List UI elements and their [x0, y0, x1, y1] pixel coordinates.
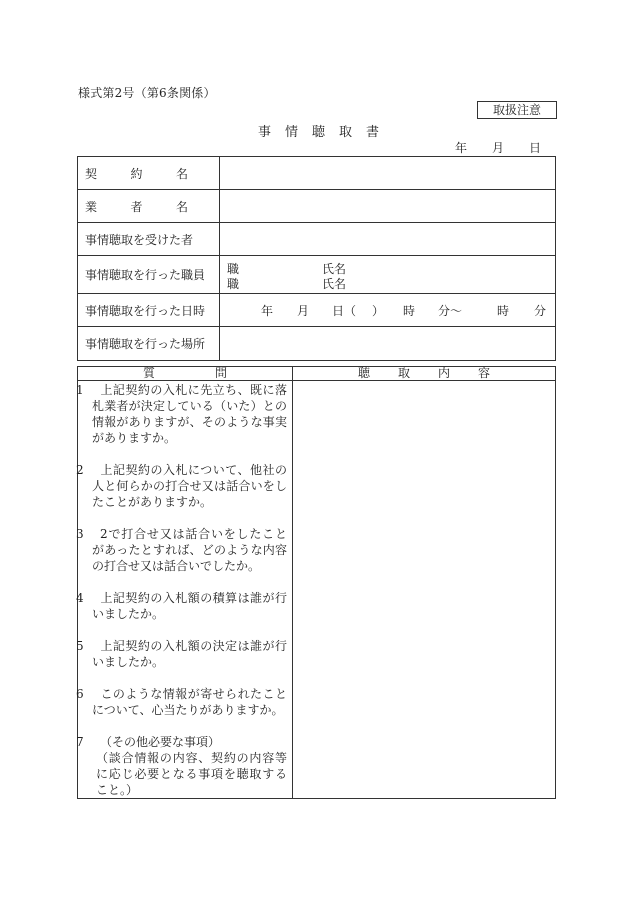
place-row: [78, 327, 556, 361]
datetime-part: 月: [297, 304, 310, 318]
datetime-row: [78, 294, 556, 327]
vendor-row: [78, 190, 556, 223]
datetime-part: 年: [261, 304, 274, 318]
datetime-part: ）: [372, 304, 385, 318]
answer-column[interactable]: [293, 381, 556, 799]
staff-line-1: [220, 260, 555, 275]
question-item: 1 上記契約の入札に先立ち、既に落札業者が決定している（いた）との情報がありますが、そのような事実がありますか。: [76, 383, 287, 445]
datetime-part: 日（: [332, 304, 357, 318]
datetime-part: 分: [534, 304, 547, 318]
question-item: 2 上記契約の入札について、他社の人と何らかの打合せ又は話合いをしたことがありますか。: [76, 463, 287, 509]
question-header: 質 問: [78, 367, 293, 381]
datetime-part: 時: [403, 304, 416, 318]
date-day-label: 日: [529, 141, 542, 155]
staff-name-label: 氏名: [322, 261, 347, 276]
staff-label: 事情聴取を行った職員: [78, 256, 220, 294]
datetime-label: 事情聴取を行った日時: [78, 294, 220, 327]
datetime-part: 時: [497, 304, 510, 318]
place-label: 事情聴取を行った場所: [78, 327, 220, 361]
form-number: 様式第2号（第6条関係）: [78, 86, 216, 100]
answer-header: 聴 取 内 容: [293, 367, 556, 381]
contract-row: [78, 157, 556, 190]
date-month-label: 月: [492, 141, 505, 155]
staff-post-label: 職: [227, 276, 240, 291]
qa-body-row: [78, 381, 556, 799]
vendor-label: 業 者 名: [78, 190, 220, 223]
handling-caution-box: 取扱注意: [477, 101, 557, 119]
date-year-label: 年: [455, 141, 468, 155]
datetime-part: 分～: [438, 304, 463, 318]
contract-name-field[interactable]: [220, 157, 556, 190]
vendor-name-field[interactable]: [220, 190, 556, 223]
qa-table: [77, 366, 556, 799]
question-note: （談合情報の内容、契約の内容等に応じ必要となる事項を聴取すること。）: [96, 751, 287, 797]
question-item: 7 （その他必要な事項） （談合情報の内容、契約の内容等に応じ必要となる事項を聴取すること。）: [76, 735, 287, 797]
question-item: 3 2で打合せ又は話合いをしたことがあったとすれば、どのような内容の打合せ又は話合いでしたか。: [76, 527, 287, 573]
contract-label: 契 約 名: [78, 157, 220, 190]
interviewee-label: 事情聴取を受けた者: [78, 223, 220, 256]
staff-line-2: [220, 275, 555, 290]
info-table: [77, 156, 556, 361]
question-column: [78, 381, 293, 799]
question-item: 6 このような情報が寄せられたことについて、心当たりがありますか。: [76, 687, 287, 717]
datetime-field[interactable]: [220, 294, 556, 327]
interviewee-row: [78, 223, 556, 256]
interviewee-field[interactable]: [220, 223, 556, 256]
place-field[interactable]: [220, 327, 556, 361]
staff-field[interactable]: [220, 256, 556, 294]
staff-post-label: 職: [227, 261, 240, 276]
staff-name-label: 氏名: [322, 276, 347, 291]
document-title: 事情聴取書: [258, 125, 394, 140]
qa-header-row: [78, 367, 556, 381]
question-item: 4 上記契約の入札額の積算は誰が行いましたか。: [76, 591, 287, 621]
question-item: 5 上記契約の入札額の決定は誰が行いましたか。: [76, 639, 287, 669]
staff-row: [78, 256, 556, 294]
